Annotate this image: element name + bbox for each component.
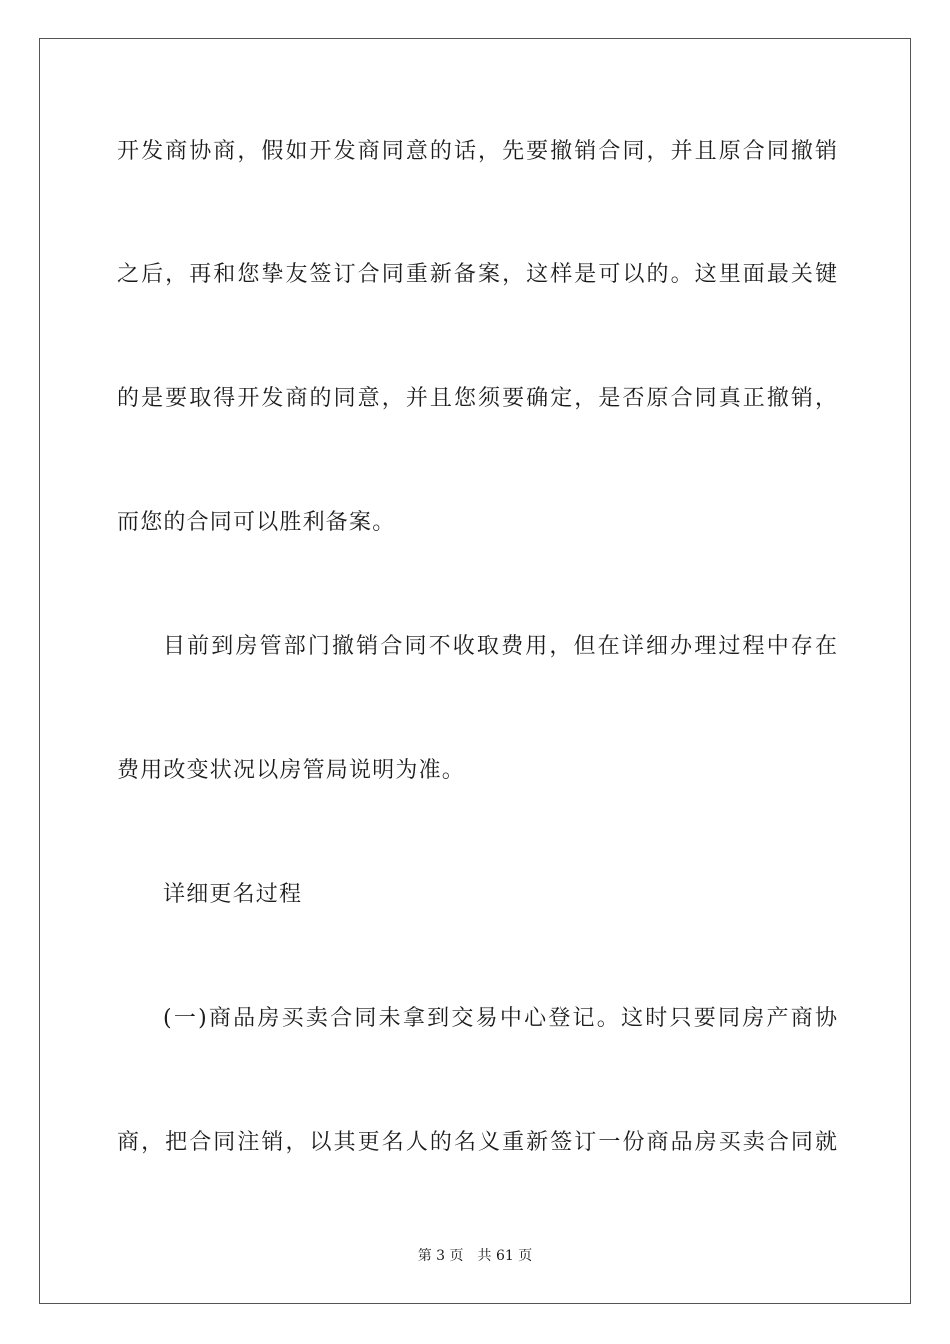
page-footer <box>0 1246 950 1266</box>
body-line-8: (一)商品房买卖合同未拿到交易中心登记。这时只要同房产商协 <box>163 1006 837 1031</box>
page-border <box>39 38 911 1304</box>
body-line-5: 目前到房管部门撤销合同不收取费用，但在详细办理过程中存在 <box>163 634 837 659</box>
section-heading: 详细更名过程 <box>163 882 303 907</box>
body-line-1: 开发商协商，假如开发商同意的话，先要撤销合同，并且原合同撤销 <box>117 139 837 164</box>
body-line-4: 而您的合同可以胜利备案。 <box>117 510 396 535</box>
body-line-9: 商，把合同注销，以其更名人的名义重新签订一份商品房买卖合同就 <box>117 1130 837 1155</box>
page-number: 第 3 页 <box>417 1248 464 1264</box>
body-line-2: 之后，再和您挚友签订合同重新备案，这样是可以的。这里面最关键 <box>117 262 837 287</box>
body-line-3: 的是要取得开发商的同意，并且您须要确定，是否原合同真正撤销， <box>117 386 837 411</box>
body-line-6: 费用改变状况以房管局说明为准。 <box>117 758 466 783</box>
page-total: 共 61 页 <box>477 1248 533 1264</box>
